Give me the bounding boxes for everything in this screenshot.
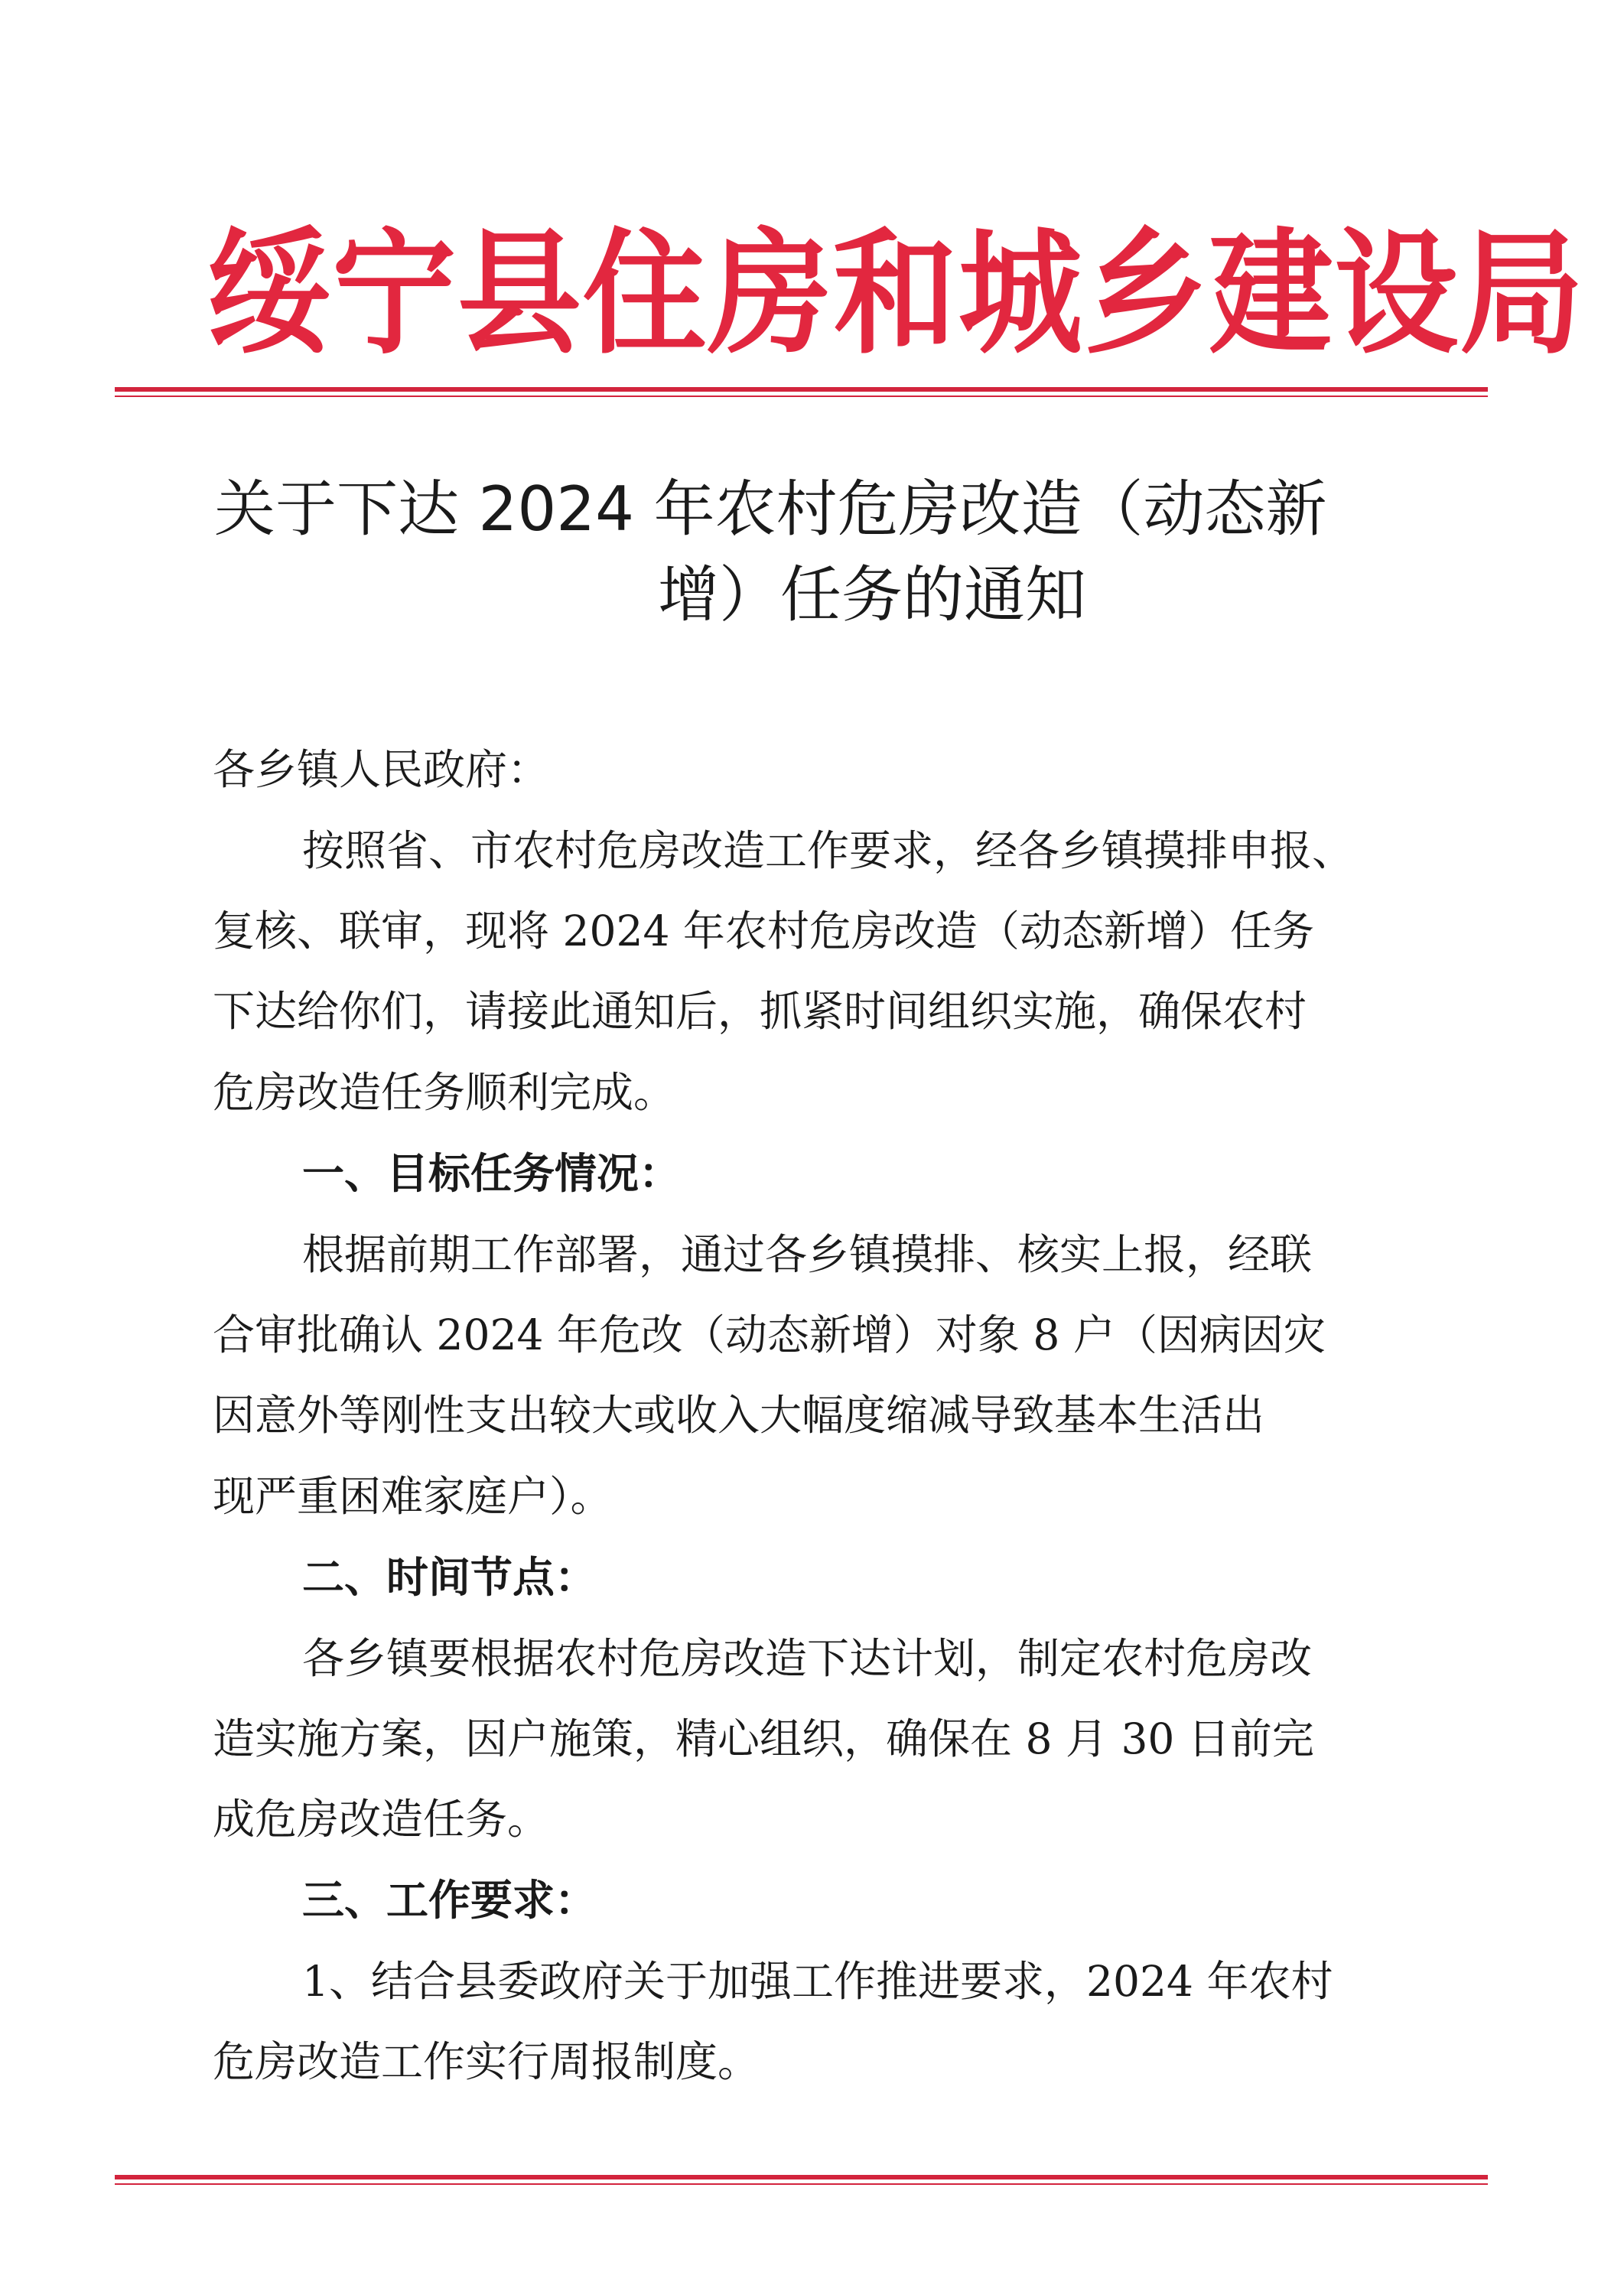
section1-line-1: 根据前期工作部署，通过各乡镇摸排、核实上报，经联 xyxy=(302,1230,1313,1279)
section3-line-2: 危房改造工作实行周报制度。 xyxy=(213,2037,760,2086)
letterhead-rule-top xyxy=(115,387,1488,397)
intro-line-1: 按照省、市农村危房改造工作要求，经各乡镇摸排申报、 xyxy=(302,826,1355,875)
section2-line-3: 成危房改造任务。 xyxy=(213,1795,550,1844)
intro-line-4: 危房改造任务顺利完成。 xyxy=(213,1068,676,1117)
org-letterhead: 绥宁县住房和城乡建设局 xyxy=(207,216,1585,373)
intro-line-2: 复核、联审，现将 2024 年农村危房改造（动态新增）任务 xyxy=(213,907,1314,955)
section1-line-2: 合审批确认 2024 年危改（动态新增）对象 8 户（因病因灾 xyxy=(213,1310,1326,1359)
section1-line-3: 因意外等刚性支出较大或收入大幅度缩减导致基本生活出 xyxy=(213,1391,1265,1440)
doc-title-line-1: 关于下达 2024 年农村危房改造（动态新 xyxy=(214,474,1327,545)
section2-heading: 二、时间节点： xyxy=(302,1553,597,1602)
intro-line-3: 下达给你们，请接此通知后，抓紧时间组织实施，确保农村 xyxy=(213,987,1307,1036)
section2-line-2: 造实施方案，因户施策，精心组织，确保在 8 月 30 日前完 xyxy=(213,1714,1314,1763)
section1-line-4: 现严重困难家庭户）。 xyxy=(213,1472,613,1521)
section3-line-1: 1、结合县委政府关于加强工作推进要求，2024 年农村 xyxy=(302,1957,1333,2006)
section3-heading: 三、工作要求： xyxy=(302,1876,597,1925)
section1-heading: 一、目标任务情况： xyxy=(302,1149,682,1198)
section2-line-1: 各乡镇要根据农村危房改造下达计划，制定农村危房改 xyxy=(302,1634,1313,1683)
salutation: 各乡镇人民政府： xyxy=(213,745,550,794)
footer-rule xyxy=(115,2175,1488,2185)
doc-title-line-2: 增）任务的通知 xyxy=(658,559,1086,630)
